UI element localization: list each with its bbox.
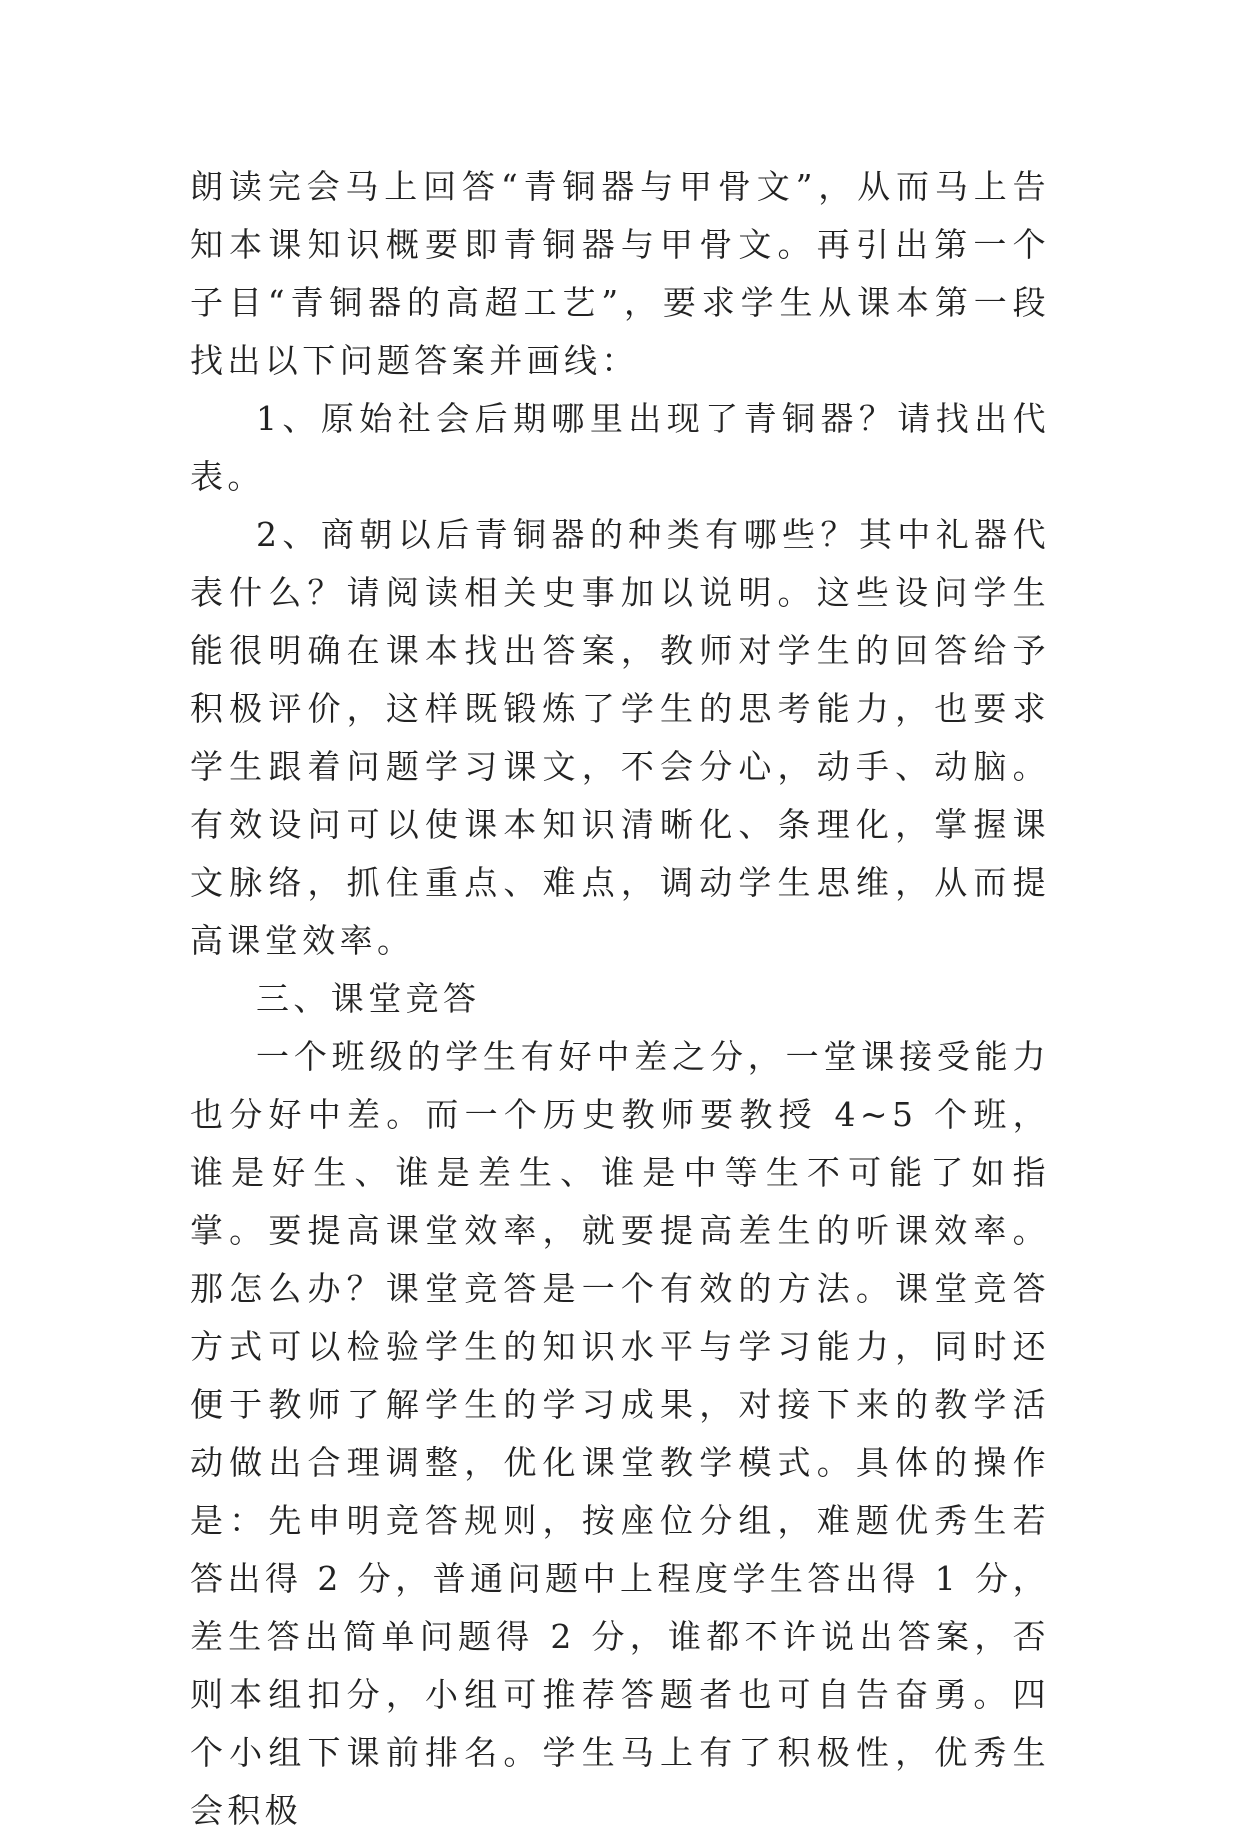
question-1: 1、原始社会后期哪里出现了青铜器？请找出代表。: [190, 399, 1050, 496]
question-2: 2、商朝以后青铜器的种类有哪些？其中礼器代表什么？请阅读相关史事加以说明。这些设问学生能很明确在课本找出答案，教师对学生的回答给予积极评价，这样既锻炼了学生的思考能力，也要求学生跟着问题学习课文，不会分心，动手、动脑。有效设问可以使课本知识清晰化、条理化，掌握课文脉络，抓住重点、难点，调动学生思维，从而提高课堂效率。: [190, 515, 1050, 960]
paragraph-competition: 一个班级的学生有好中差之分，一堂课接受能力也分好中差。而一个历史教师要教授 4~5 个班，谁是好生、谁是差生、谁是中等生不可能了如指掌。要提高课堂效率，就要提高差生的听课效率。那怎么办？课堂竞答是一个有效的方法。课堂竞答方式可以检验学生的知识水平与学习能力，同时还便于教师了解学生的学习成果，对接下来的教学活动做出合理调整，优化课堂教学模式。具体的操作是：先申明竞答规则，按座位分组，难题优秀生若答出得 2 分，普通问题中上程度学生答出得 1 分，差生答出简单问题得 2 分，谁都不许说出答案，否则本组扣分，小组可推荐答题者也可自告奋勇。四个小组下课前排名。学生马上有了积极性，优秀生会积极: [190, 1037, 1050, 1830]
section-heading: 三、课堂竞答: [256, 979, 481, 1018]
document-body: [190, 158, 1050, 1840]
paragraph-intro: 朗读完会马上回答“青铜器与甲骨文”，从而马上告知本课知识概要即青铜器与甲骨文。再引出第一个子目“青铜器的高超工艺”，要求学生从课本第一段找出以下问题答案并画线：: [190, 167, 1050, 380]
